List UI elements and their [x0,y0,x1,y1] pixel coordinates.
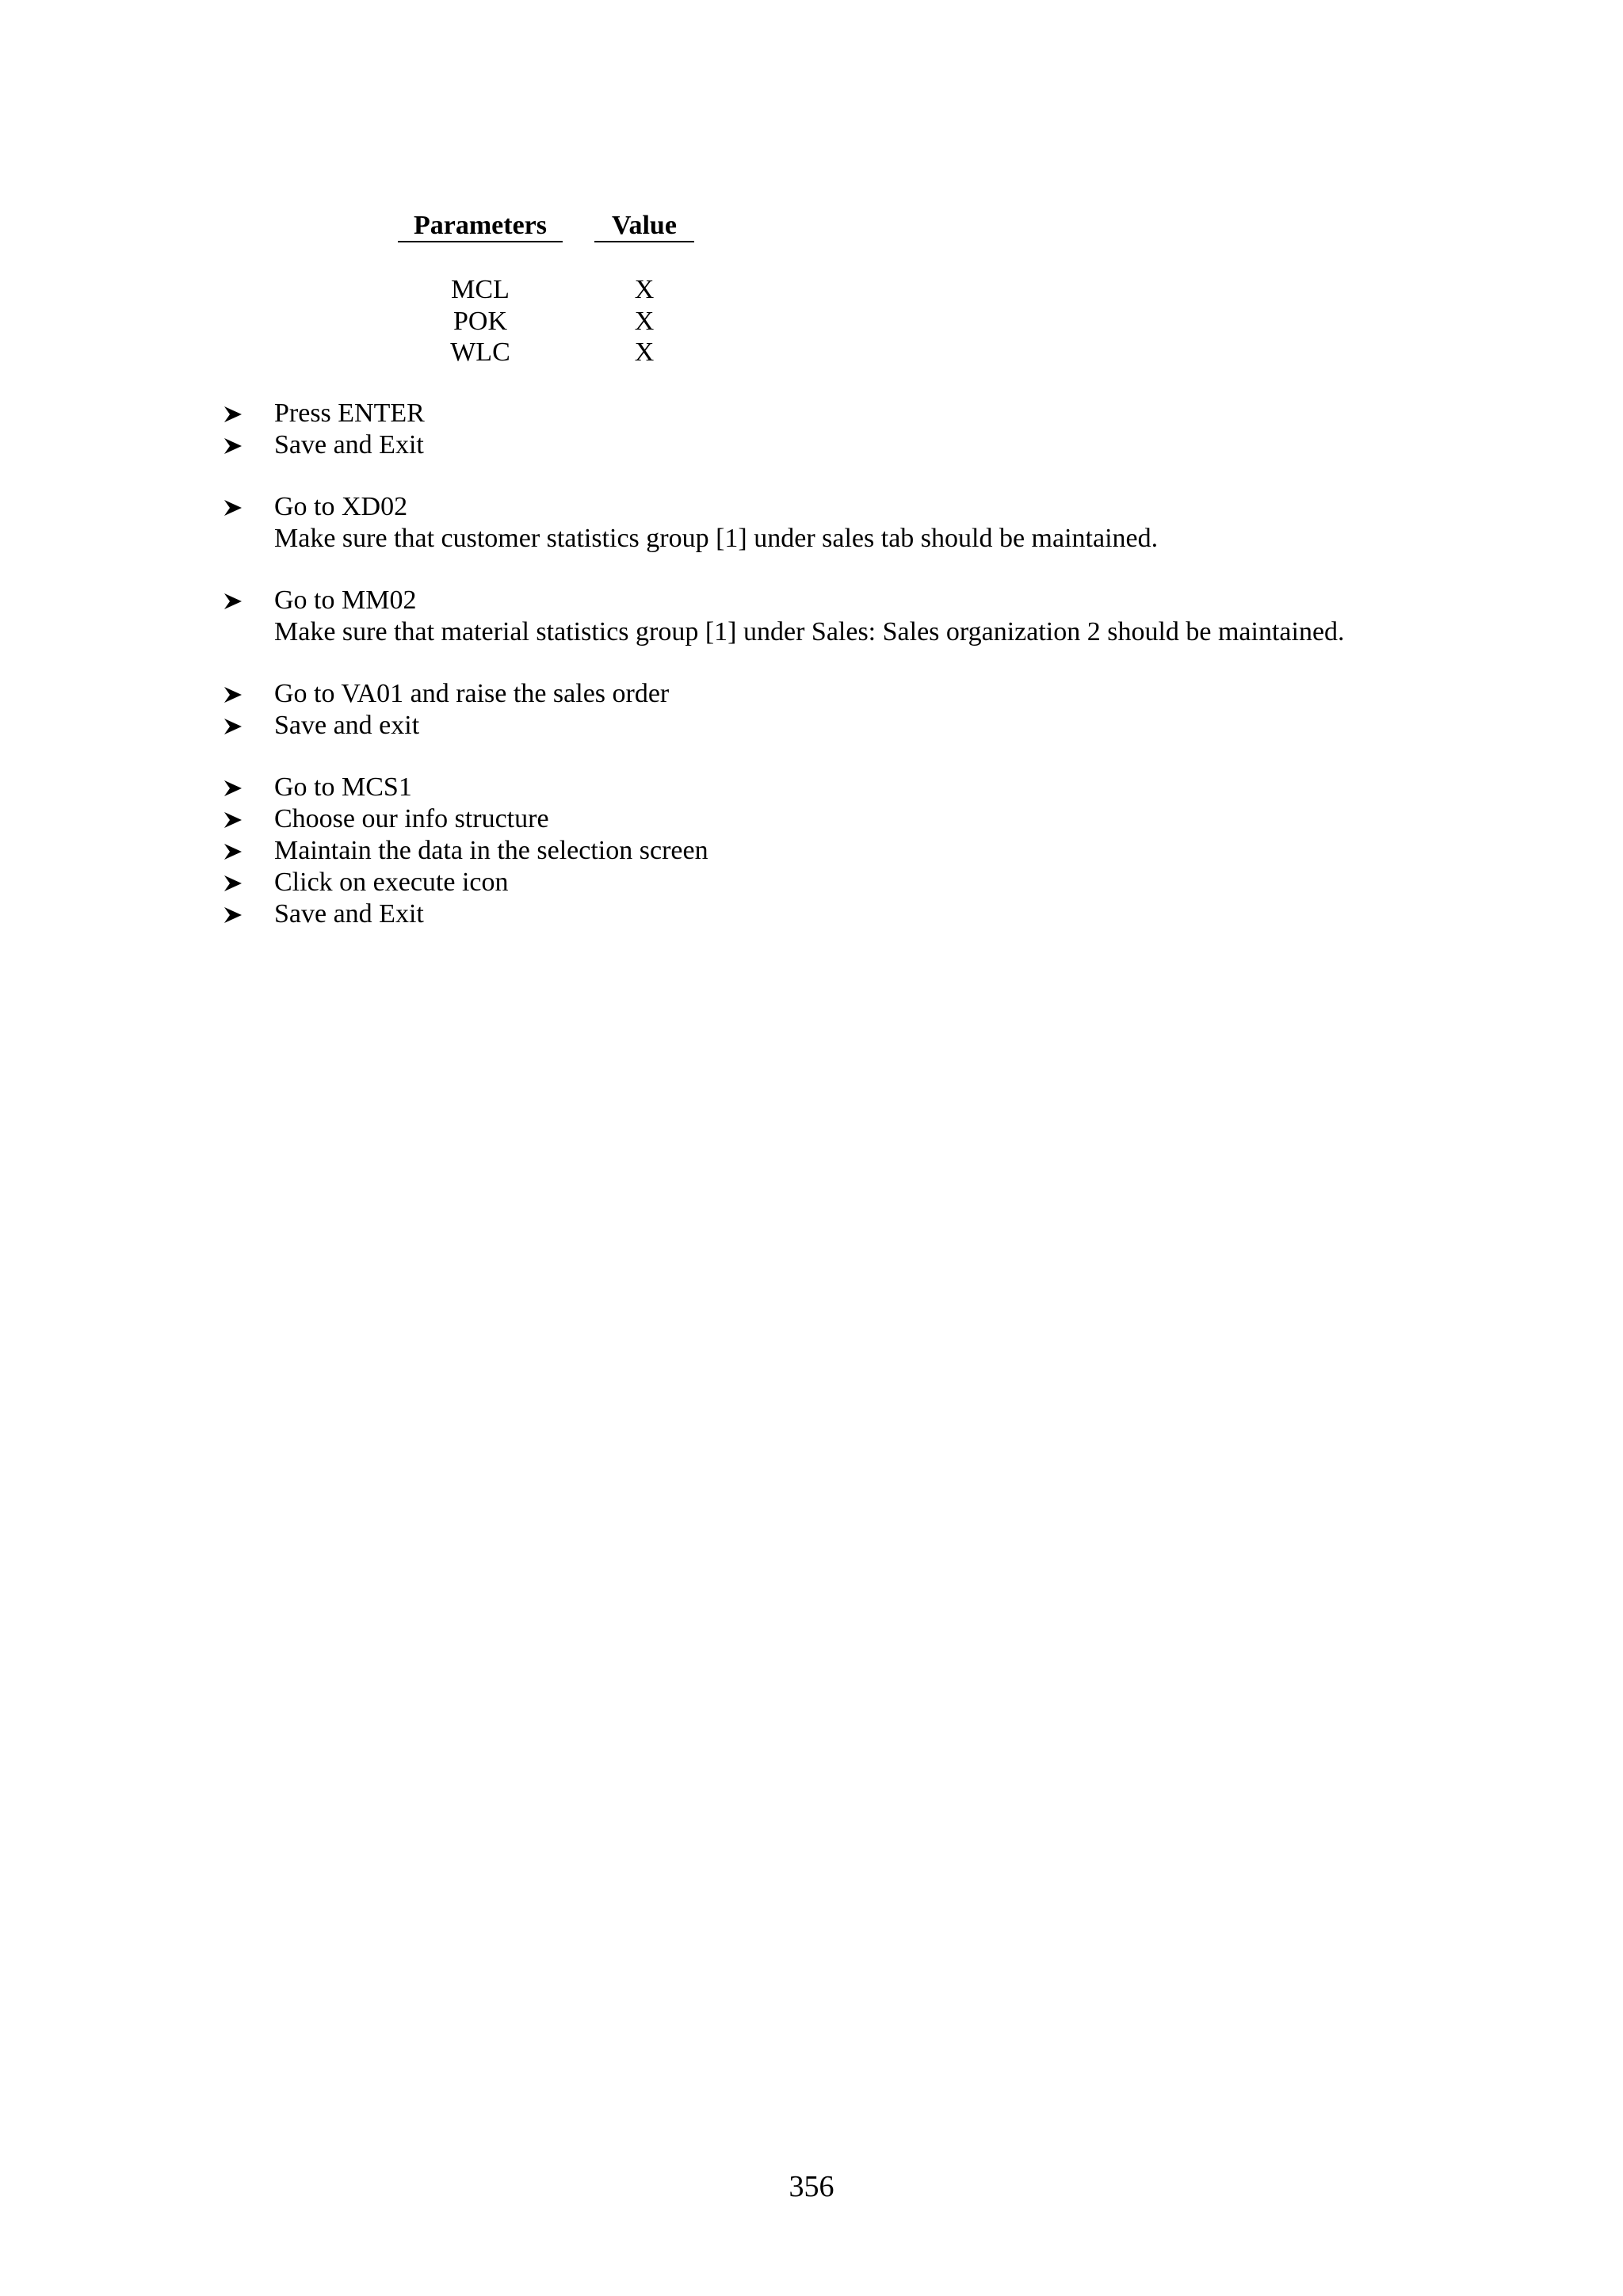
step-text: Save and exit [274,711,420,740]
table-header-parameters: Parameters [398,211,563,242]
step-text: Go to XD02 [274,492,408,521]
arrowhead-bullet-icon [223,710,247,742]
list-item [223,585,1491,648]
table-row [398,337,699,368]
list-item [223,803,1491,835]
table-header-row [398,211,699,242]
list-item [223,867,1491,898]
table-cell-parameter: WLC [450,338,510,367]
table-cell-value: X [634,338,655,367]
arrowhead-bullet-icon [223,491,247,523]
step-text: Maintain the data in the selection screen [274,836,708,865]
list-item [223,678,1491,710]
step-text: Click on execute icon [274,868,509,897]
table-row [398,274,699,306]
table-header-value: Value [594,211,694,242]
table-cell-parameter: POK [453,306,508,336]
list-item [223,835,1491,867]
arrowhead-bullet-icon [223,429,247,461]
arrowhead-bullet-icon [223,867,247,898]
table-body [398,274,699,368]
arrowhead-bullet-icon [223,772,247,803]
step-note: Make sure that material statistics group [1] under Sales: Sales organization 2 should be maintained. [274,617,1345,646]
step-text: Choose our info structure [274,804,549,833]
table-row [398,306,699,338]
arrowhead-bullet-icon [223,398,247,429]
arrowhead-bullet-icon [223,898,247,930]
list-item [223,491,1491,555]
list-item [223,772,1491,803]
steps-list [223,398,1491,930]
arrowhead-bullet-icon [223,585,247,616]
table-cell-parameter: MCL [451,275,510,304]
list-item [223,429,1491,461]
list-item [223,710,1491,742]
list-item [223,898,1491,930]
table-cell-value: X [634,275,655,304]
step-text: Save and Exit [274,899,424,929]
arrowhead-bullet-icon [223,678,247,710]
list-item [223,398,1491,429]
step-text: Go to MM02 [274,585,417,615]
parameters-table [398,211,699,368]
step-text: Go to MCS1 [274,772,412,802]
step-text: Save and Exit [274,430,424,460]
arrowhead-bullet-icon [223,803,247,835]
page-number: 356 [789,2170,834,2203]
table-cell-value: X [634,306,655,336]
arrowhead-bullet-icon [223,835,247,867]
step-note: Make sure that customer statistics group [1] under sales tab should be maintained. [274,524,1159,553]
step-text: Go to VA01 and raise the sales order [274,679,670,708]
step-text: Press ENTER [274,399,425,428]
